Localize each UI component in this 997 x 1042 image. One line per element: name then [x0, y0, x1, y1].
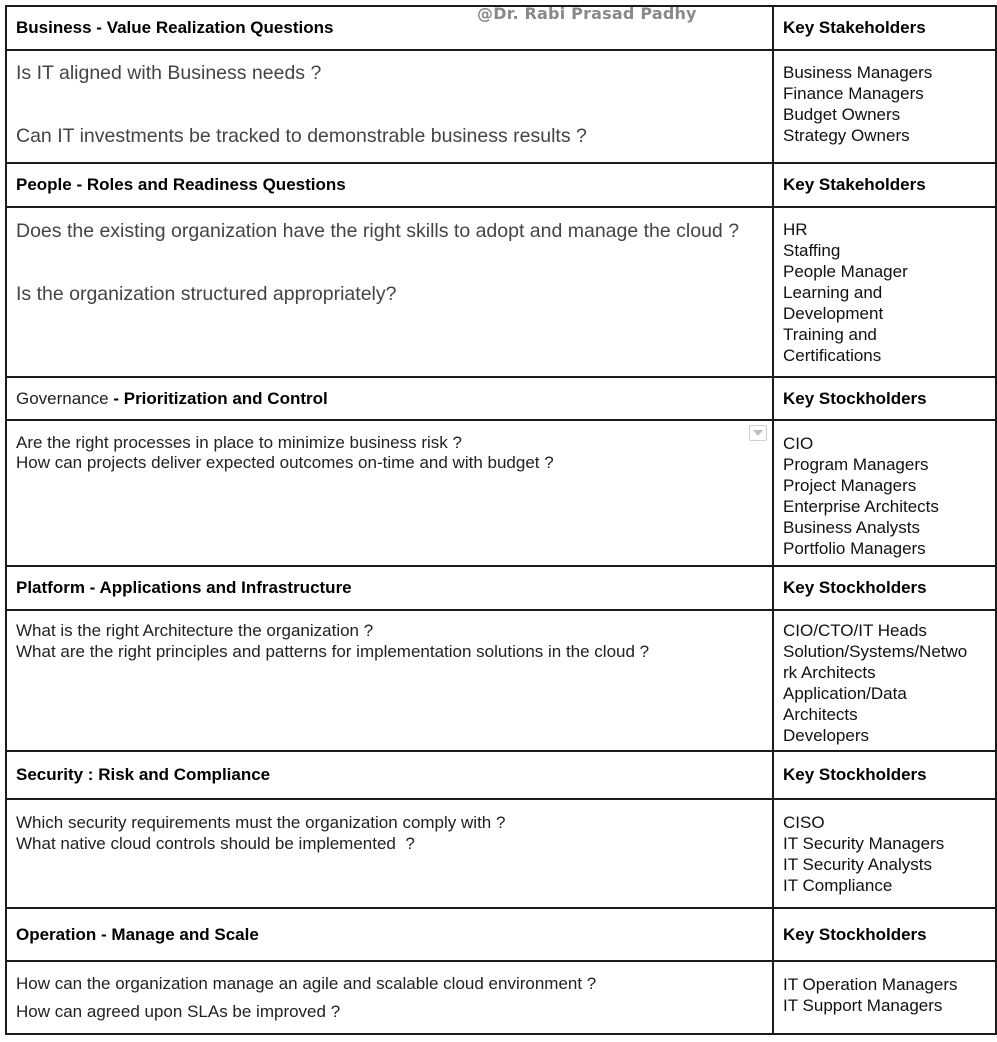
stakeholder-header: Key Stockholders: [773, 566, 996, 610]
question: Can IT investments be tracked to demonstrable business results ?: [16, 125, 587, 147]
stakeholder: People Manager: [783, 262, 908, 281]
stakeholder-header: Key Stakeholders: [773, 6, 996, 50]
stakeholders-cell: [773, 420, 996, 566]
stakeholders-cell: [773, 610, 996, 751]
questions-cell: [6, 420, 773, 566]
stakeholder: Developers: [783, 726, 869, 745]
question: Is IT aligned with Business needs ?: [16, 62, 322, 84]
stakeholder: Certifications: [783, 346, 882, 365]
stakeholder: Project Managers: [783, 476, 917, 495]
stakeholder: IT Security Managers: [783, 834, 945, 853]
stakeholder: Strategy Owners: [783, 126, 910, 145]
question: What is the right Architecture the organization ?: [16, 621, 374, 640]
stakeholder-header: Key Stakeholders: [773, 163, 996, 207]
questions-cell: [6, 207, 773, 377]
stakeholder-header: Key Stockholders: [773, 908, 996, 961]
stakeholder: IT Compliance: [783, 876, 893, 895]
stakeholder: Finance Managers: [783, 84, 924, 103]
dropdown-arrow-icon[interactable]: [749, 425, 767, 441]
stakeholder: Solution/Systems/Netwo: [783, 642, 968, 661]
question: Are the right processes in place to minimize business risk ?: [16, 433, 462, 452]
section-title: Business - Value Realization Questions: [6, 6, 773, 50]
stakeholder: Staffing: [783, 241, 841, 260]
questions-cell: [6, 961, 773, 1034]
section-body-governance: [6, 420, 996, 566]
section-header-business: [6, 6, 996, 50]
stakeholder-header: Key Stockholders: [773, 377, 996, 420]
stakeholder: Development: [783, 304, 884, 323]
stakeholder: Architects: [783, 705, 858, 724]
section-header-governance: [6, 377, 996, 420]
stakeholder: IT Security Analysts: [783, 855, 932, 874]
section-body-business: [6, 50, 996, 163]
section-title: Security : Risk and Compliance: [6, 751, 773, 799]
stakeholder: Portfolio Managers: [783, 539, 926, 558]
stakeholders-cell: [773, 961, 996, 1034]
questions-cell: [6, 799, 773, 908]
stakeholder: Training and: [783, 325, 877, 344]
question: What native cloud controls should be implemented ?: [16, 834, 415, 853]
section-title: People - Roles and Readiness Questions: [6, 163, 773, 207]
stakeholder: HR: [783, 220, 808, 239]
stakeholders-cell: [773, 207, 996, 377]
section-body-platform: [6, 610, 996, 751]
stakeholder-header: Key Stockholders: [773, 751, 996, 799]
question: How can agreed upon SLAs be improved ?: [16, 1002, 341, 1021]
stakeholder: Business Analysts: [783, 518, 921, 537]
question: Does the existing organization have the right skills to adopt and manage the cloud ?: [16, 220, 740, 242]
section-body-people: [6, 207, 996, 377]
stakeholder: IT Support Managers: [783, 996, 943, 1015]
watermark: @Dr. Rabi Prasad Padhy: [477, 4, 697, 23]
questions-cell: [6, 610, 773, 751]
stakeholder: Learning and: [783, 283, 883, 302]
question: How can the organization manage an agile and scalable cloud environment ?: [16, 974, 597, 993]
question: What are the right principles and patterns for implementation solutions in the cloud ?: [16, 642, 650, 661]
section-header-platform: [6, 566, 996, 610]
section-title: Governance - Prioritization and Control: [6, 377, 773, 420]
stakeholder: IT Operation Managers: [783, 975, 958, 994]
stakeholders-cell: [773, 799, 996, 908]
stakeholder: Enterprise Architects: [783, 497, 939, 516]
stakeholder: Program Managers: [783, 455, 929, 474]
section-body-security: [6, 799, 996, 908]
question: Is the organization structured appropriately?: [16, 283, 397, 305]
section-header-operation: [6, 908, 996, 961]
stakeholder: CIO: [783, 434, 814, 453]
section-body-operation: [6, 961, 996, 1034]
stakeholder: Application/Data: [783, 684, 907, 703]
questions-cell: [6, 50, 773, 163]
section-title: Operation - Manage and Scale: [6, 908, 773, 961]
stakeholders-cell: [773, 50, 996, 163]
section-title: Platform - Applications and Infrastructure: [6, 566, 773, 610]
stakeholder: Business Managers: [783, 63, 933, 82]
section-header-people: [6, 163, 996, 207]
stakeholder: Budget Owners: [783, 105, 901, 124]
stakeholder: CIO/CTO/IT Heads: [783, 621, 927, 640]
question: How can projects deliver expected outcomes on-time and with budget ?: [16, 453, 554, 472]
section-header-security: [6, 751, 996, 799]
question: Which security requirements must the organization comply with ?: [16, 813, 506, 832]
stakeholder: CISO: [783, 813, 825, 832]
cloud-adoption-questions-table: [5, 5, 997, 1035]
stakeholder: rk Architects: [783, 663, 876, 682]
